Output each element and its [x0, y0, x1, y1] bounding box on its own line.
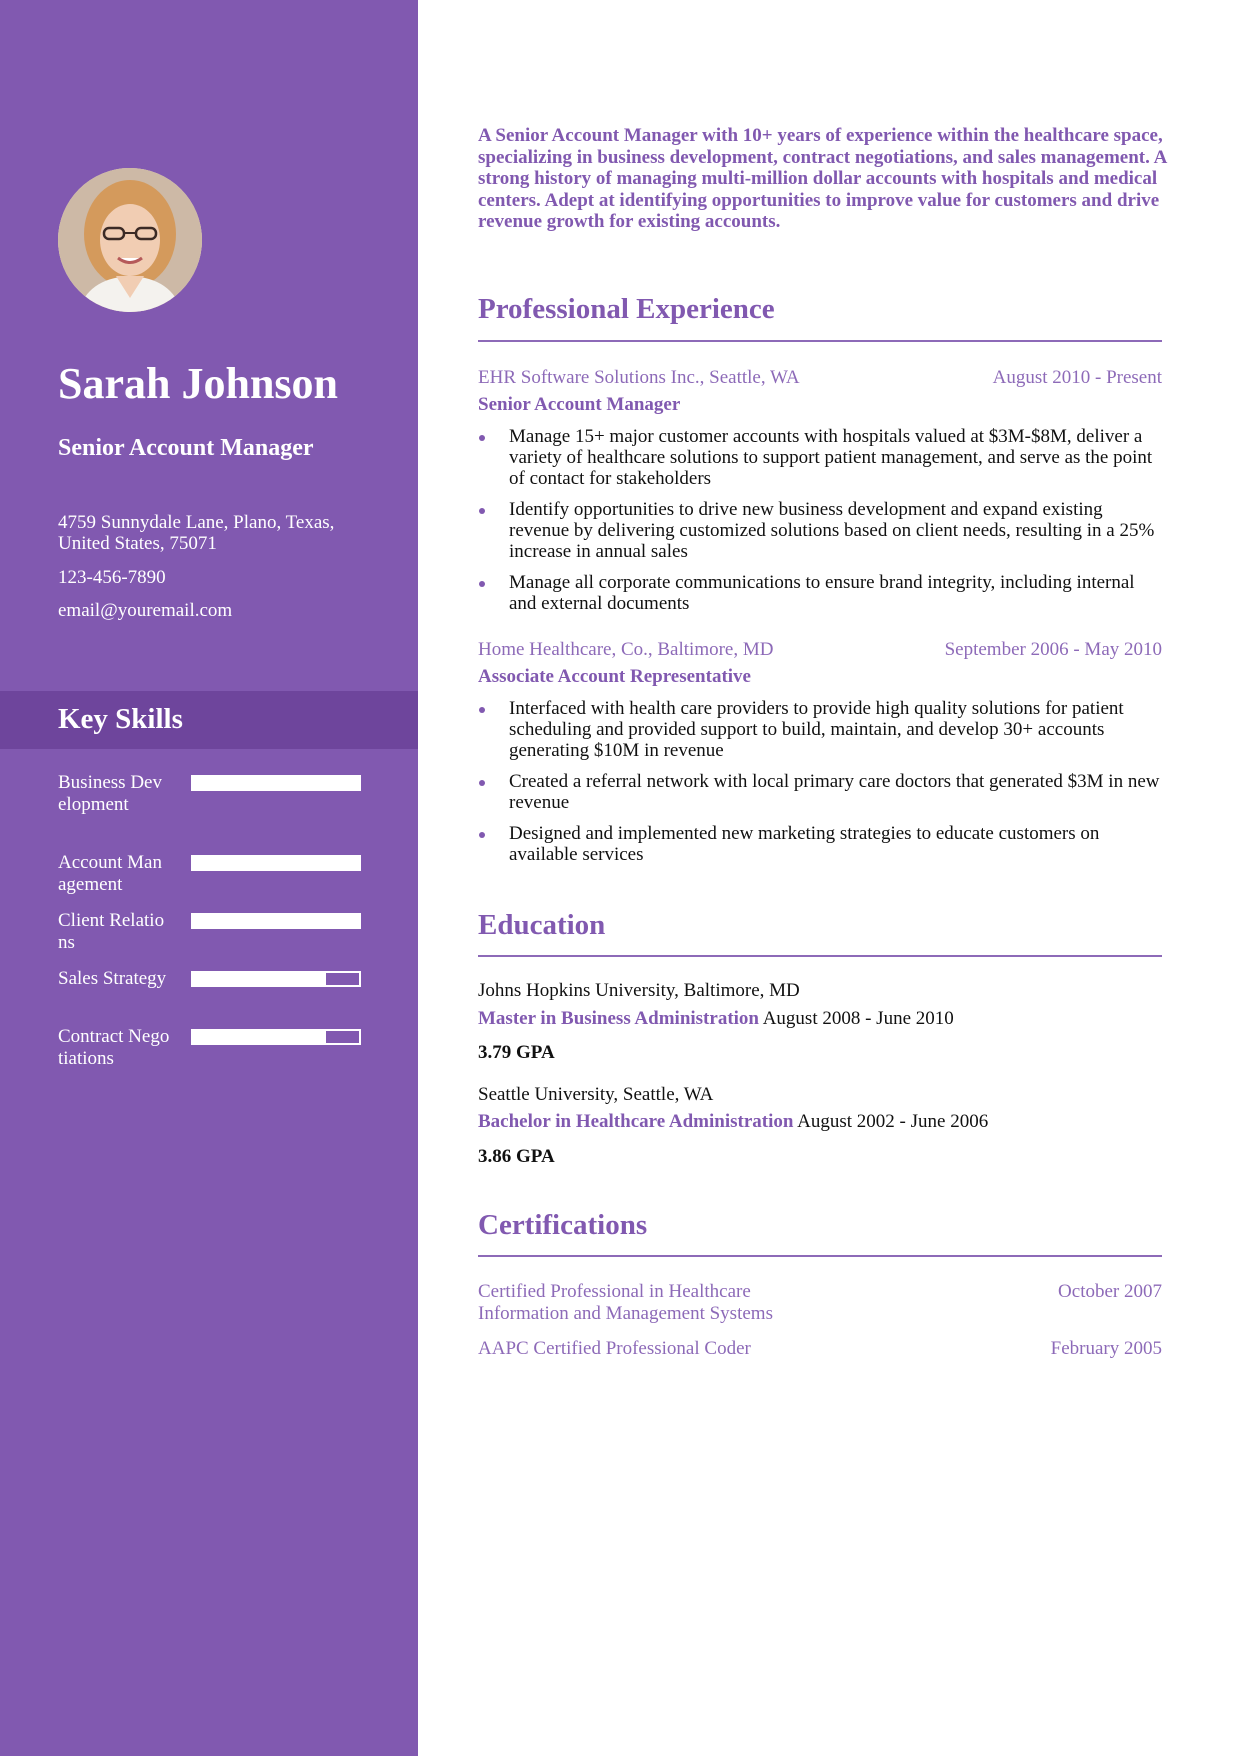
edu-dates: August 2002 - June 2006 — [793, 1111, 989, 1132]
edu-degree: Master in Business Administration — [478, 1008, 759, 1029]
job-company: EHR Software Solutions Inc., Seattle, WA — [478, 367, 800, 388]
bullet-text: Manage 15+ major customer accounts with hospitals valued at $3M-$8M, deliver a variety of healthcare solutions to support patient management, and serve as the point of contact for stakeholders — [509, 426, 1153, 489]
bullet-icon — [479, 508, 485, 514]
skill-label: Account Management — [58, 852, 162, 895]
section-divider — [478, 340, 1162, 342]
bullet-text: Interfaced with health care providers to provide high quality solutions for patient scheduling and provided support to build, maintain, and develop 30+ accounts generating $10M in revenue — [509, 698, 1124, 761]
candidate-name: Sarah Johnson — [58, 359, 339, 408]
skill-label: Sales Strategy — [58, 968, 167, 989]
list-item — [478, 823, 1162, 865]
job-dates: September 2006 - May 2010 — [944, 639, 1162, 660]
job-company: Home Healthcare, Co., Baltimore, MD — [478, 639, 774, 660]
profile-photo — [58, 168, 202, 312]
phone: 123-456-7890 — [58, 567, 166, 588]
job-title: Senior Account Manager — [478, 394, 681, 415]
skill-item — [58, 852, 368, 912]
bullet-icon — [479, 707, 485, 713]
skill-item — [58, 772, 368, 832]
skill-bar — [191, 971, 361, 987]
list-item — [478, 426, 1162, 489]
job-title: Associate Account Representative — [478, 666, 751, 687]
address: 4759 Sunnydale Lane, Plano, Texas, United States, 75071 — [58, 512, 335, 554]
section-divider — [478, 1255, 1162, 1257]
edu-dates: August 2008 - June 2010 — [759, 1008, 954, 1029]
bullet-icon — [479, 832, 485, 838]
list-item — [478, 499, 1162, 562]
profile-photo-icon — [58, 168, 202, 312]
skill-bar — [191, 1029, 361, 1045]
skill-label: Client Relations — [58, 910, 165, 953]
candidate-title: Senior Account Manager — [58, 435, 314, 461]
skill-fill — [193, 915, 359, 927]
list-item — [478, 698, 1162, 761]
edu-degree: Bachelor in Healthcare Administration — [478, 1111, 794, 1132]
edu-school: Seattle University, Seattle, WA — [478, 1084, 714, 1105]
bullet-text: Identify opportunities to drive new business development and expand existing revenue by delivering customized solutions based on client needs, resulting in a 25% increase in annual sales — [509, 499, 1155, 562]
edu-degree-line — [478, 1111, 988, 1133]
skill-bar — [191, 855, 361, 871]
skill-bar — [191, 913, 361, 929]
certification-name: Certified Professional in Healthcare Information and Management Systems — [478, 1281, 773, 1324]
skill-item — [58, 910, 368, 970]
bullet-text: Created a referral network with local primary care doctors that generated $3M in new revenue — [509, 771, 1160, 813]
edu-gpa: 3.86 GPA — [478, 1146, 555, 1167]
certification-name: AAPC Certified Professional Coder — [478, 1338, 751, 1359]
skill-item — [58, 1026, 368, 1086]
certifications-heading: Certifications — [478, 1209, 648, 1241]
certification-date: October 2007 — [1058, 1281, 1162, 1302]
skill-bar — [191, 775, 361, 791]
job-bullets — [478, 426, 1162, 624]
email: email@youremail.com — [58, 600, 233, 621]
section-divider — [478, 955, 1162, 957]
skill-label: Contract Negotiations — [58, 1026, 170, 1069]
edu-degree-line — [478, 1008, 954, 1030]
skill-fill — [193, 973, 326, 985]
edu-school: Johns Hopkins University, Baltimore, MD — [478, 980, 800, 1001]
job-dates: August 2010 - Present — [992, 367, 1162, 388]
bullet-icon — [479, 581, 485, 587]
list-item — [478, 771, 1162, 813]
edu-gpa: 3.79 GPA — [478, 1042, 555, 1063]
certification-date: February 2005 — [1050, 1338, 1162, 1359]
bullet-icon — [479, 435, 485, 441]
job-bullets — [478, 698, 1162, 875]
skill-fill — [193, 1031, 326, 1043]
bullet-text: Manage all corporate communications to ensure brand integrity, including internal and external documents — [509, 572, 1135, 614]
list-item — [478, 572, 1162, 614]
experience-heading: Professional Experience — [478, 293, 775, 325]
bullet-icon — [479, 780, 485, 786]
skill-fill — [193, 777, 359, 789]
skill-label: Business Development — [58, 772, 162, 815]
sidebar — [0, 0, 418, 1756]
education-heading: Education — [478, 909, 606, 941]
professional-summary: A Senior Account Manager with 10+ years of experience within the healthcare space, specializing in business development, contract negotiations, and sales management. A strong history of managing multi-million dollar accounts with hospitals and medical centers. Adept at identifying opportunities to improve value for customers and drive revenue growth for existing accounts. — [478, 125, 1167, 232]
bullet-text: Designed and implemented new marketing strategies to educate customers on available services — [509, 823, 1100, 865]
skill-fill — [193, 857, 359, 869]
skills-heading: Key Skills — [58, 703, 183, 735]
skill-item — [58, 968, 368, 1028]
